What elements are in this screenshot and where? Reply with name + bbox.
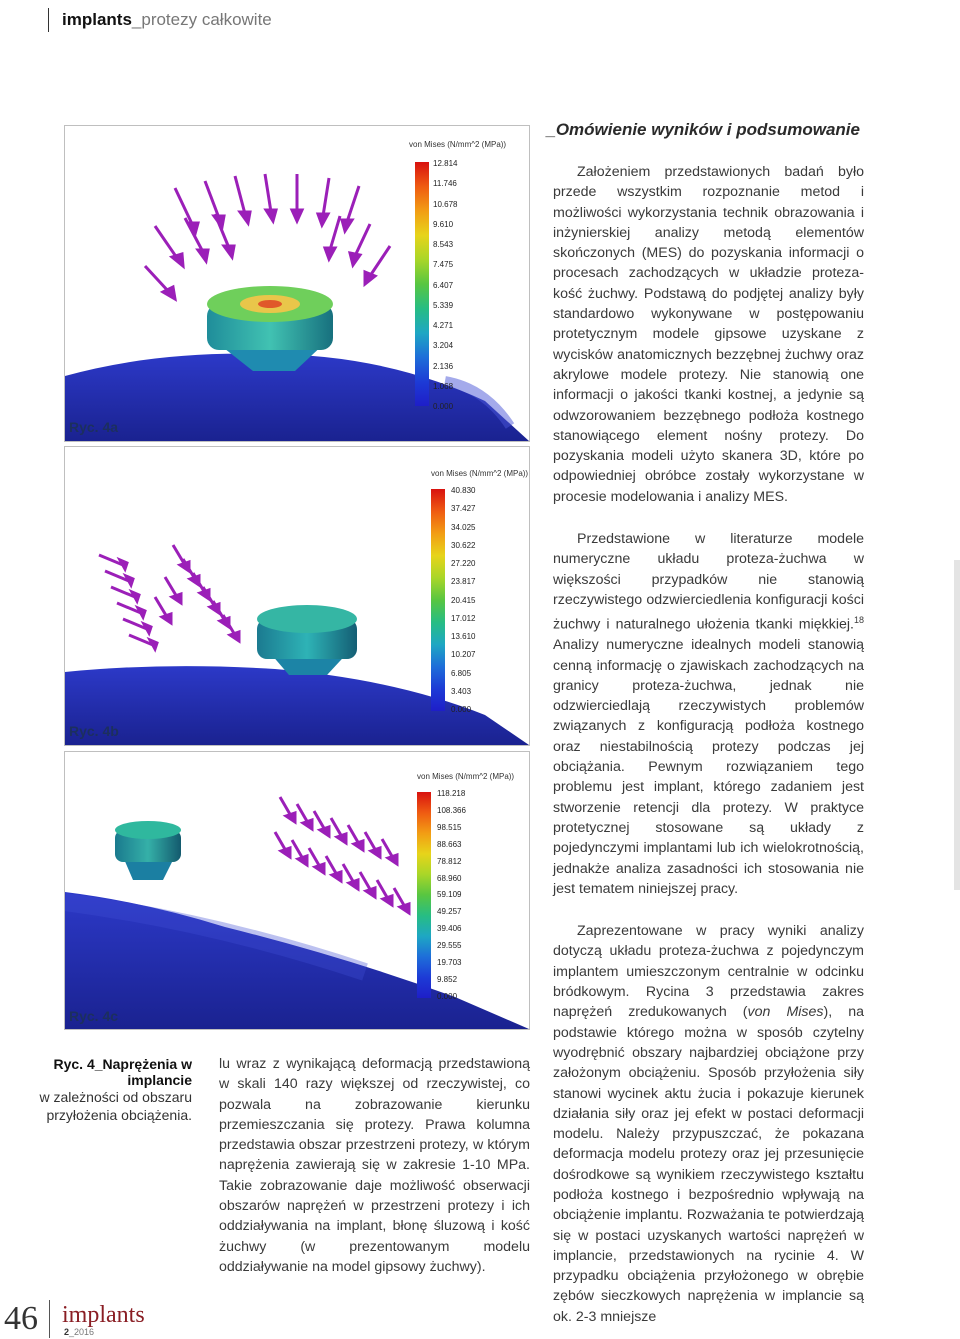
scale-value: 12.814	[433, 159, 458, 168]
paragraph-3-text-cont: ), na podstawie którego można w sposób czytelny wyodrębnić obszary najbardziej obciążone przy założonym obciążeniu. Sposób przyłożenia siły stanowi wycinek aktu żucia i pokazuje kierunek działania siły oraz jej efekt w postaci deformacji modelu. Należy przypuszczać, że pokazana deformacja modelu protezy oraz jej przesunięcie dośrodkowe są wynikiem rzeczywistego kształtu podłoża kostnego i bezpośrednio wpływają na obciążenie implantu. Rozważania te potwierdzają się w postaci uzyskanych wartości naprężeń w implancie, przedstawionych na rycinie 4. W przypadku obciążenia przyłożonego w obrębie zębów sieczkowych naprężenia w implancie są ok. 2-3 mniejsze	[553, 1004, 864, 1325]
colorbar-4a	[415, 162, 429, 406]
scale-value: 49.257	[437, 907, 462, 917]
scale-value: 5.339	[433, 300, 454, 310]
scale-value: 30.622	[451, 540, 476, 550]
paragraph-3	[553, 921, 864, 1327]
page-edge-tab	[954, 560, 960, 890]
header-title-rest: _protezy całkowite	[131, 10, 272, 29]
scale-value: 11.746	[433, 179, 457, 189]
figure-4a	[64, 125, 530, 442]
scale-values-4c	[437, 789, 517, 1001]
scale-value: 6.805	[451, 668, 472, 678]
scale-value: 0.000	[437, 991, 458, 1001]
paragraph-2-text-cont: Analizy numeryczne idealnych modeli stanowią cenną informację o zjawiskach zachodzących na granicy proteza-żuchwa, jednak nie odzwierciedlają rzeczywistych problemów związanych z konfiguracją podłoża kostnego oraz niestabilnością protezy podczas jej obciążania. Pewnym rozwiązaniem tego problemu jest implant, którego zadaniem jest stworzenie retencji dla protezy. W praktyce protetycznej stosowane są układy z pojedynczymi implantami lub ich wielokrotnością, jednakże analiza zasadności ich stosowania nie jest tematem niniejszej pracy.	[553, 637, 864, 897]
scale-value: 27.220	[451, 559, 476, 568]
scale-title-4a: von Mises (N/mm^2 (MPa))	[409, 140, 507, 149]
caption-title: Ryc. 4_Naprężenia w implancie	[53, 1056, 192, 1088]
scale-value: 20.415	[451, 595, 476, 605]
scale-value: 88.663	[437, 839, 462, 849]
scale-value: 23.817	[451, 577, 476, 587]
scale-value: 39.406	[437, 924, 462, 934]
scale-values-4a	[433, 159, 513, 411]
scale-value: 6.407	[433, 280, 454, 290]
caption-line: przyłożenia obciążenia.	[46, 1107, 192, 1123]
figure-caption	[6, 1056, 192, 1124]
scale-value: 37.427	[451, 504, 476, 514]
scale-values-4b	[451, 486, 523, 714]
scale-value: 2.136	[433, 361, 454, 371]
paragraph-2	[553, 529, 864, 899]
figure-4c	[64, 751, 530, 1030]
footer-rule	[49, 1300, 50, 1338]
scale-value: 8.543	[433, 240, 454, 249]
middle-paragraph: lu wraz z wynikającą deformacją przedstawioną w skali 140 razy większej od rzeczywistej, co pozwala na zobrazowanie kierunku przemieszczania się protezy. Prawa kolumna przedstawia obszar przestrzeni protezy, w którym naprężenia zawierają się w zakresie 1-10 MPa. Takie zobrazowanie daje możliwość obserwacji obszarów naprężeń w przestrzeni protezy i ich oddziaływania na implant, błonę śluzową i kość żuchwy (w prezentowanym modelu oddziaływanie na model gipsowy żuchwy).	[219, 1056, 530, 1275]
paragraph-3-text: Zaprezentowane w pracy wyniki analizy dotyczą układu proteza-żuchwa z pojedynczym implantem umieszczonym centralnie w odcinku bródkowym. Rycina 3 przedstawia zakres naprężeń zredukowanych (	[553, 923, 864, 1021]
scale-value: 3.403	[451, 686, 472, 696]
scale-value: 34.025	[451, 522, 476, 532]
scale-value: 3.204	[433, 341, 454, 351]
scale-value: 7.475	[433, 260, 454, 270]
figure-label-4a: Ryc. 4a	[69, 419, 119, 435]
von-mises-term: von Mises	[747, 1004, 824, 1021]
colorbar-4c	[417, 792, 431, 998]
colorbar-4b	[431, 489, 445, 711]
middle-column	[219, 1054, 530, 1289]
scale-value: 59.109	[437, 890, 462, 900]
reference-superscript: 18	[853, 615, 864, 626]
scale-value: 29.555	[437, 941, 462, 951]
scale-value: 0.000	[433, 402, 454, 411]
scale-value: 4.271	[433, 321, 454, 330]
issue-number: 2	[64, 1327, 70, 1337]
figure-4b	[64, 446, 530, 746]
scale-value: 0.000	[451, 705, 472, 714]
scale-value: 19.703	[437, 958, 462, 968]
scale-value: 40.830	[451, 486, 476, 495]
paragraph-2-text: Przedstawione w literaturze modele numeryczne układu proteza-żuchwa w większości przypadków nie stanowią rzeczywistego odzwierciedlenia konfiguracji kości żuchwy i naturalnego ułożenia tkanki miękkiej.	[553, 531, 864, 633]
magazine-logo: implants	[62, 1302, 145, 1328]
scale-value: 13.610	[451, 632, 476, 641]
header-title-bold: implants	[62, 10, 132, 29]
running-header	[62, 10, 272, 30]
page-number: 46	[4, 1300, 38, 1337]
issue-year: _2016	[69, 1327, 95, 1337]
scale-value: 10.207	[451, 650, 476, 660]
scale-title-4b: von Mises (N/mm^2 (MPa))	[431, 469, 529, 478]
scale-value: 98.515	[437, 822, 462, 832]
figure-label-4c: Ryc. 4c	[69, 1008, 119, 1024]
right-column	[553, 162, 864, 1339]
caption-line: w zależności od obszaru	[39, 1089, 192, 1105]
scale-value: 10.678	[433, 199, 458, 209]
scale-value: 1.068	[433, 381, 454, 391]
scale-value: 17.012	[451, 613, 476, 623]
issue-info	[64, 1327, 94, 1337]
scale-value: 118.218	[437, 789, 466, 798]
scale-value: 68.960	[437, 873, 462, 883]
scale-value: 78.812	[437, 856, 462, 866]
scale-value: 9.610	[433, 219, 454, 229]
header-rule	[48, 8, 49, 32]
figure-label-4b: Ryc. 4b	[69, 723, 119, 739]
scale-value: 9.852	[437, 974, 458, 984]
scale-title-4c: von Mises (N/mm^2 (MPa))	[417, 772, 515, 781]
section-title: _Omówienie wyników i podsumowanie	[546, 120, 860, 139]
scale-value: 108.366	[437, 805, 466, 815]
paragraph-1: Założeniem przedstawionych badań było przede wszystkim rozpoznanie metod i możliwości wykorzystania technik obrazowania i inżynierskiej analizy metodą elementów skończonych (MES) do pozyskania informacji o procesach zachodzących w układzie proteza-kość żuchwy. Podstawą do podjętej analizy były standardowo wykonywane w postępowaniu protetycznym modele gipsowe uzyskane z wycisków anatomicznych bezzębnej żuchwy oraz akrylowe modele protezy. Nie stanowią one informacji o jakości tkanki kostnej, a jedynie są odwzorowaniem bezzębnego podłoża kostnego stanowiącego element nośny protezy. Do pozyskania modeli użyto skanera 3D, które po odpowiedniej obróbce zostały wykorzystane w procesie modelowania i analizy MES.	[553, 164, 864, 505]
